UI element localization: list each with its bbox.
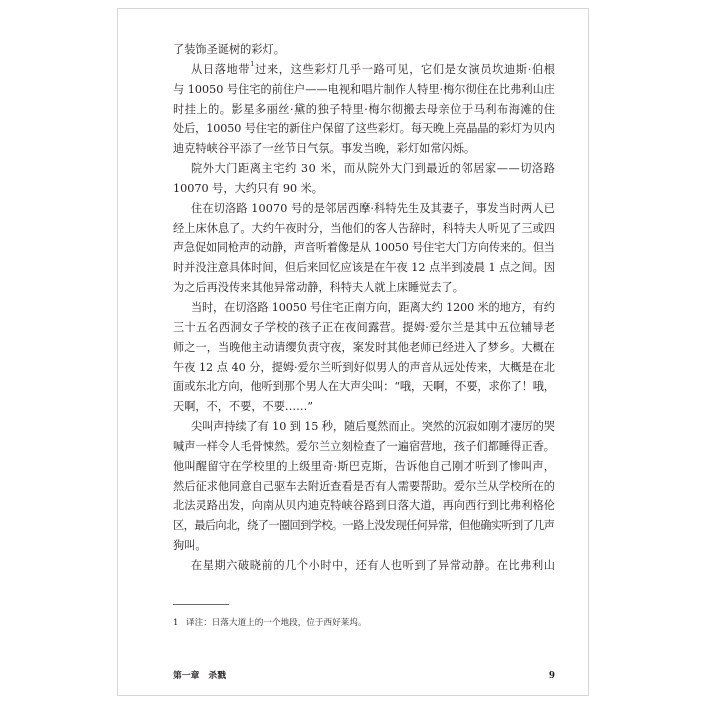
paragraph bbox=[173, 556, 555, 576]
text-line: 他叫醒留守在学校里的上级里奇·斯巴克斯，告诉他自己刚才听到了惨叫声， bbox=[173, 459, 556, 473]
text-line: 经上床休息了。大约午夜时分，当他们的客人告辞时，科特夫人听见了三或四 bbox=[173, 221, 556, 235]
text-line: 狗叫。 bbox=[173, 539, 207, 553]
text-line: 迪克特峡谷平添了一丝节日气氛。事发当晚，彩灯如常闪烁。 bbox=[173, 142, 476, 156]
text-line: 时并没注意具体时间，但后来回忆应该是在午夜 12 点半到凌晨 1 点之间。因 bbox=[173, 261, 555, 275]
page-number: 9 bbox=[548, 671, 555, 681]
text-line: 面或东北方向，他听到那个男人在大声尖叫：“哦，天啊，不要，求你了！哦， bbox=[173, 380, 555, 394]
paragraph bbox=[173, 298, 555, 417]
text-line: 三十五名西洞女子学校的孩子正在夜间露营。提姆·爱尔兰是其中五位辅导老 bbox=[173, 320, 556, 334]
footnote-marker: 1 bbox=[173, 618, 179, 628]
text-line: 院外大门距离主宅约 30 米，而从院外大门到最近的邻居家——切洛路 bbox=[191, 162, 556, 176]
paragraph bbox=[173, 40, 555, 60]
text-line: 然后征求他同意自己驱车去附近查看是否有人需要帮助。爱尔兰从学校所在的 bbox=[173, 479, 556, 493]
chapter-title: 杀戮 bbox=[208, 671, 227, 681]
footnote bbox=[173, 616, 555, 630]
text-line: 在星期六破晓前的几个小时中，还有人也听到了异常动静。在比弗利山 bbox=[191, 558, 556, 572]
text-line: 为之后再没传来其他异常动静，科特夫人就上床睡觉去了。 bbox=[173, 281, 464, 295]
paragraph bbox=[173, 199, 555, 298]
chapter-label: 第一章 bbox=[173, 671, 200, 681]
text-line: 10070 号，大约只有 90 米。 bbox=[173, 181, 323, 195]
paragraph bbox=[173, 417, 555, 556]
running-footer bbox=[173, 669, 226, 683]
text-line: 北法灵路出发，向南从贝内迪克特峡谷路到日落大道，再向西行到比弗利格伦 bbox=[173, 499, 556, 513]
text-line: 时挂上的。影星多丽丝·黛的独子特里·梅尔彻搬去母亲位于马利布海滩的住 bbox=[173, 102, 556, 116]
text-segment: 从日落地带 bbox=[191, 62, 251, 76]
text-line: 喊声一样令人毛骨悚然。爱尔兰立刻检查了一遍宿营地，孩子们都睡得正香。 bbox=[173, 439, 556, 453]
text-line: 与 10050 号住宅的前住户——电视和唱片制作人特里·梅尔彻住在比弗利山庄 bbox=[173, 82, 555, 96]
text-line: 尖叫声持续了有 10 到 15 秒，随后戛然而止。突然的沉寂如刚才凄厉的哭 bbox=[191, 420, 555, 434]
text-line bbox=[173, 60, 555, 80]
footnote-reference: 1 bbox=[250, 59, 256, 68]
footnote-divider bbox=[173, 604, 229, 605]
text-line: 住在切洛路 10070 号的是邻居西摩·科特先生及其妻子，事发当时两人已 bbox=[191, 201, 556, 215]
text-line: 天啊，不，不要，不要……” bbox=[173, 400, 313, 414]
body-text bbox=[173, 40, 555, 576]
text-line: 声急促如同枪声的动静，声音听着像是从 10050 号住宅大门方向传来的。但当 bbox=[173, 241, 555, 255]
text-line: 午夜 12 点 40 分，提姆·爱尔兰听到好似男人的声音从远处传来，大概是在北 bbox=[173, 360, 555, 374]
text-line: 了装饰圣诞树的彩灯。 bbox=[173, 43, 285, 56]
text-line: 区，最后向北，绕了一圈回到学校。一路上没发现任何异常，但他确实听到了几声 bbox=[173, 519, 555, 533]
text-segment: 过来，这些彩灯几乎一路可见，它们是女演员坎迪斯·伯根 bbox=[255, 62, 556, 76]
text-line: 当时，在切洛路 10050 号住宅正南方向，距离大约 1200 米的地方，有约 bbox=[191, 300, 555, 314]
text-line: 处后，10050 号住宅的新住户保留了这些彩灯。每天晚上亮晶晶的彩灯为贝内 bbox=[173, 122, 555, 136]
paragraph bbox=[173, 159, 555, 199]
footnote-text: 译注：日落大道上的一个地段，位于西好莱坞。 bbox=[186, 618, 367, 628]
text-line: 师之一，当晚他主动请缨负责守夜，案发时其他老师已经进入了梦乡。大概在 bbox=[173, 340, 556, 354]
paragraph bbox=[173, 60, 555, 159]
